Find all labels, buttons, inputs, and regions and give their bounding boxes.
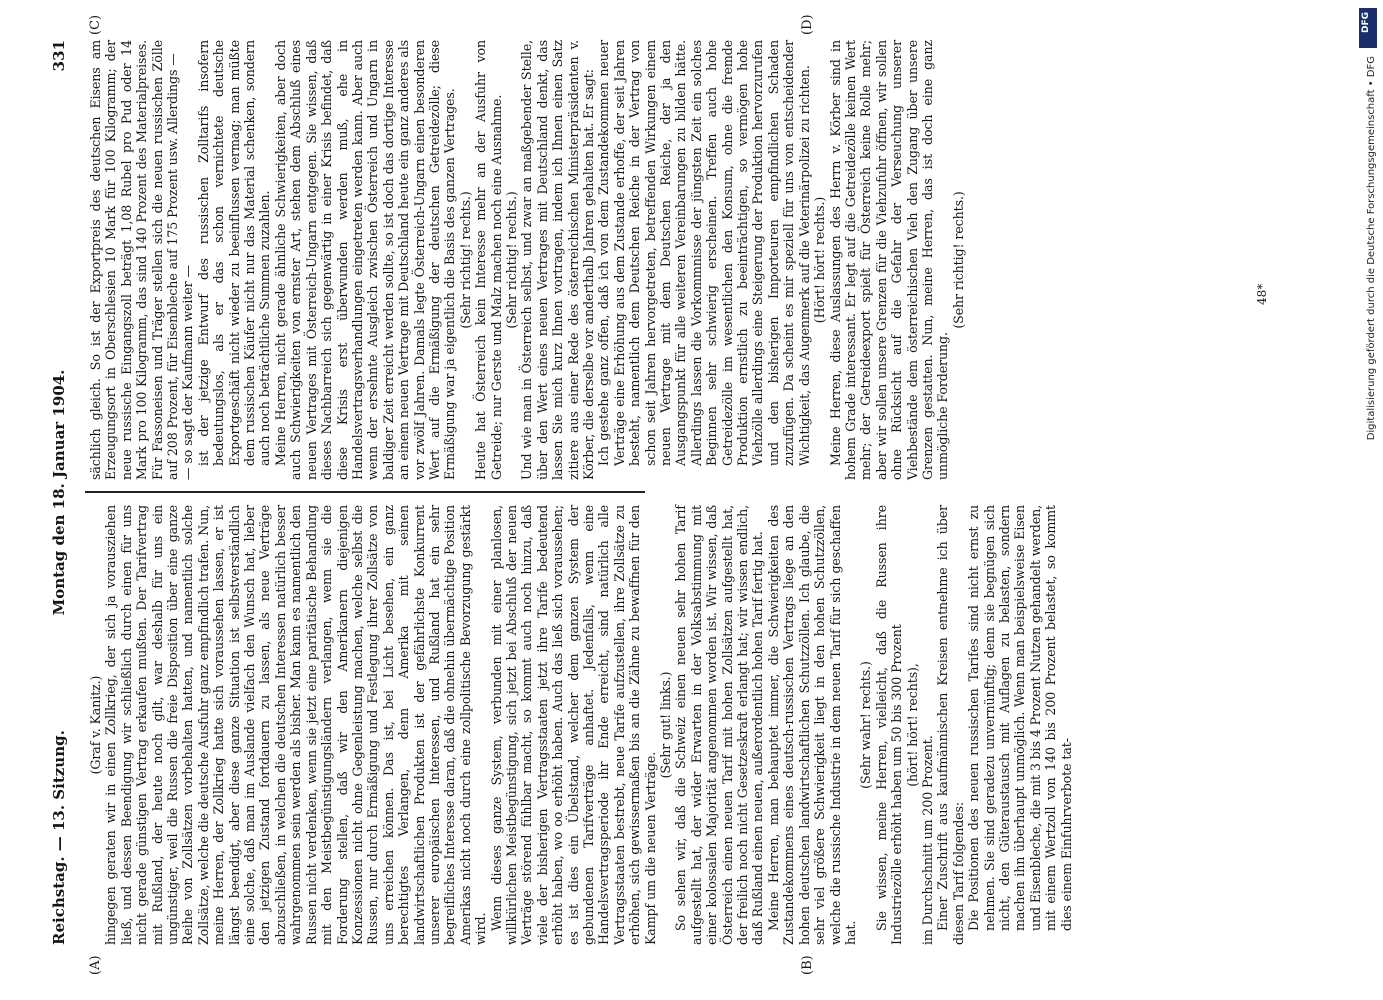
paragraph: hingegen geraten wir in einen Zollkrieg, der sich ja vorausziehen ließ, und dessen Beendigung wir schließlich durch einen für uns nicht gerade günstigen Vertrag erkaufen mußten. Der Tarifvertrag mit Rußland, der heute noch gilt, war deshalb für uns ein ungünstiger, weil die Russen die freie Disposition über eine ganze Reihe von Zollsätzen vorbehalten hatten, und namentlich solche Zollsätze, welche die deutsche Ausfuhr ganz empfindlich trafen. Nun, meine Herren, der Zollkrieg hatte sich voraussehen lassen, er ist längst beendigt, aber diese ganze Situation ist selbstverständlich eine solche, daß man im Auslande vielfach den Wunsch hat, lieber den jetzigen Zustand fortdauern zu lassen, als neue Verträge abzuschließen, in welchen die deutschen Interessen natürlich besser wahrgenommen sein werden als bisher. Man kann es namentlich den Russen nicht verdenken, wenn sie jetzt eine paritätische Behandlung mit den Meistbegünstigungsländern verlangen, wenn sie die Forderung stellen, daß wir den Amerikanern diejenigen Konzessionen nicht ohne Gegenleistung machen, welche selbst die Russen, nur durch Ermäßigung und Festlegung ihrer Zollsätze von uns erreichen können. Das ist, bei Licht besehen, ein ganz berechtigtes Verlangen, denn Amerika mit seinen landwirtschaftlichen Produkten ist der gefährlichste Konkurrent unserer europäischen Interessen, und Rußland hat ein sehr begreifliches Interesse daran, daß die ohnehin übermächtige Position Amerikas nicht noch durch eine zollpolitische Bevorzugung gestärkt wird. [103, 505, 489, 945]
margin-marker-b: (B) [800, 955, 815, 975]
paragraph: Einer Zuschrift aus kaufmännischen Kreisen entnehme ich über diesen Tarif folgendes: [935, 505, 966, 945]
margin-marker-a: (A) [88, 955, 103, 975]
paragraph: (Sehr richtig! rechts.) [457, 191, 473, 329]
dfg-logo [1359, 8, 1377, 48]
paragraph: Sie wissen, meine Herren, vielleicht, daß die Russen ihre Industriezölle erhöht haben um 50 bis 300 Prozent [873, 505, 905, 945]
paragraph: (Sehr gut! links.) [658, 671, 674, 779]
paragraph: (hört! hört! rechts), [904, 663, 920, 787]
column-divider [85, 491, 645, 493]
paragraph: Die Positionen des neuen russischen Tarifes sind nicht ernst zu nehmen. Sie sind geradezu unvernünftig; denn sie begnügen sich nicht, den Güteraustausch mit Auflagen zu belasten, sondern machen ihn überhaupt unmöglich. Wenn man beispielsweise Eisen und Eisenbleche, die mit 3 bis 4 Prozent Nutzen gehandelt werden, mit einem Wertzoll von 140 bis 200 Prozent belastet, so kommt dies einem Einfuhrverbote tat- [966, 505, 1074, 931]
paragraph: Meine Herren, diese Auslassungen des Herrn v. Körber sind in hohem Grade interessant. Er legt auf die Getreidezölle keinen Wert mehr; der Getreideexport spielt für Österreich keine Rolle mehr; aber wir sollen unsere Grenzen für die Viehzufuhr öffnen, wir sollen ohne Rücksicht auf die Gefahr der Verseuchung unserer Viehbestände dem österreichischen Vieh den Zugang über unsere Grenzen gestatten. Nun, meine Herren, das ist doch eine ganz unmögliche Forderung. [827, 40, 951, 480]
paragraph: Heute hat Österreich kein Interesse mehr an der Ausfuhr von Getreide; nur Gerste und Malz machen noch eine Ausnahme. [473, 40, 504, 480]
running-title: Reichstag. — 13. Sitzung. [50, 730, 68, 945]
paragraph: Ich gestehe ganz offen, daß ich von dem Zustandekommen neuer Verträge eine Erhöhung aus dem Zustande erhoffe, der seit Jahren besteht, namentlich dem Deutschen Reiche in der Vertrag von schon seit Jahren hervorgetreten, betreffenden Wirkungen einem neuen Vertrage mit dem Deutschen Reiche, der ja den Ausgangspunkt für alle weiteren Vereinbarungen zu bilden hätte. Allerdings lassen die Vorkommnisse der jüngsten Zeit ein solches Beginnen sehr schwierig erscheinen. Treffen auch hohe Getreidezölle im wesentlichen den Konsum, ohne die fremde Produktion ernstlich zu beeinträchtigen, so vermögen hohe Viehzölle allerdings eine Steigerung der Produktion hervorzurufen und den bisherigen Importeuren empfindlichen Schaden zuzufügen. Da scheint es mir speziell für uns von entscheidender Wichtigkeit, das Augenmerk auf die Veterinärpolizei zu richten. [596, 40, 812, 466]
page-number: 331 [50, 40, 68, 72]
printer-signature: 48* [1255, 283, 1269, 305]
paragraph: sächlich gleich. So ist der Exportpreis des deutschen Eisens am Erzeugungsort in Oberschlesien 10 Mark für 100 Kilogramm; der neue russische Eingangszoll beträgt 1,08 Rubel pro Pud oder 14 Mark pro 100 Kilogramm, das sind 140 Prozent des Materialpreises. Für Fassoneisen und Träger stellen sich die neuen russischen Zölle auf 208 Prozent, für Eisenbleche auf 175 Prozent usw. Allerdings — [88, 40, 181, 480]
paragraph: Meine Herren, man behauptet immer, die Schwierigkeiten des Zustandekommens eines deutsch-russischen Vertrags liege an den hohen deutschen landwirtschaftlichen Schutzzöllen. Ich glaube, die sehr viel größere Schwierigkeit liegt in den hohen Schutzzöllen, welche die russische Industrie in dem neuen Tarif für sich geschaffen hat. [765, 505, 858, 945]
margin-marker-d: (D) [800, 14, 815, 35]
paragraph: Meine Herren, nicht gerade ähnliche Schwierigkeiten, aber doch auch Schwierigkeiten von ernster Art, stehen dem Abschluß eines neuen Vertrages mit Österreich-Ungarn entgegen. Sie wissen, daß dieses Nachbarreich sich gegenwärtig in einer Krisis befindet, daß diese Krisis erst überwunden werden muß, ehe in Handelsvertragsverhandlungen eingetreten werden kann. Aber auch wenn der ersehnte Ausgleich zwischen Österreich und Ungarn in baldiger Zeit erreicht werden sollte, so ist doch das dortige Interesse an einem neuen Vertrage mit Deutschland heute ein ganz anderes als vor zwölf Jahren. Damals legte Österreich-Ungarn einen besonderen Wert auf die Ermäßigung der deutschen Getreidezölle; diese Ermäßigung war ja eigentlich die Basis des ganzen Vertrages. [272, 40, 458, 480]
paragraph: Wenn dieses ganze System, verbunden mit einer planlosen, willkürlichen Meistbegünstigung, sich jetzt bei Abschluß der neuen Verträge störend fühlbar macht, so kommt auch noch hinzu, daß viele der bisherigen Vertragsstaaten jetzt ihre Tarife bedeutend erhöht haben, wo oo erhöht haben. Auch das ließ sich voraussehen; es ist dies ein Übelstand, welcher dem ganzen System der gebundenen Tarifverträge anhaftet. Jedenfalls, wenn eine Handelsvertragsperiode ihr Ende erreicht, sind natürlich alle Vertragsstaaten bestrebt, neue Tarife aufzustellen, ihre Zollsätze zu erhöhen, sich gewissermaßen bis an die Zähne zu bewaffnen für den Kampf um die neuen Verträge. [488, 505, 658, 945]
paragraph: im Durchschnitt um 200 Prozent. [919, 735, 935, 945]
digitization-note: Digitalisierung gefördert durch die Deutsche Forschungsgemeinschaft • DFG [1366, 56, 1377, 441]
right-column [88, 40, 966, 480]
left-column [88, 505, 1074, 945]
dfg-logo-text: DFG [1361, 12, 1371, 34]
page-body [40, 14, 1280, 975]
paragraph: (Sehr richtig! rechts.) [950, 191, 966, 329]
paragraph: (Hört! hört! rechts.) [812, 196, 828, 324]
page-header [40, 40, 80, 945]
session-date: Montag den 18. Januar 1904. [50, 369, 68, 616]
paragraph: Und wie man in Österreich selbst, und zwar an maßgebender Stelle, über den Wert eines neuen Vertrages mit Deutschland denkt, das lassen Sie mich kurz Ihnen vortragen, indem ich Ihnen einen Satz zitiere aus einer Rede des österreichischen Ministerpräsidenten v. Körber, die derselbe vor anderthalb Jahren gehalten hat. Er sagt: [519, 40, 596, 480]
paragraph: — so sagt der Kaufmann weiter — [180, 265, 196, 480]
paragraph: (Graf v. Kanitz.) [88, 675, 103, 775]
margin-marker-c: (C) [88, 14, 103, 35]
paragraph: ist der jetzige Entwurf des russischen Zolltarifs insofern bedeutungslos, als er das schon vernichtete deutsche Exportgeschäft nicht wieder zu beeinflussen vermag; man müßte dem russischen Käufer nicht nur das Material schenken, sondern auch noch beträchtliche Summen zuzahlen. [195, 40, 273, 466]
paragraph: So sehen wir, daß die Schweiz einen neuen sehr hohen Tarif aufgestellt hat, der wider Erwarten in der Volksabstimmung mit einer kolossalen Majorität angenommen worden ist. Wir wissen, daß Österreich einen neuen Tarif mit hohen Zollsätzen aufgestellt hat, der freilich noch nicht Gesetzeskraft erlangt hat; wir wissen endlich, daß Rußland einen neuen, außerordentlich hohen Tarif fertig hat. [673, 505, 766, 945]
paragraph: (Sehr richtig! rechts.) [503, 191, 519, 329]
paragraph: (Sehr wahr! rechts.) [858, 661, 874, 789]
